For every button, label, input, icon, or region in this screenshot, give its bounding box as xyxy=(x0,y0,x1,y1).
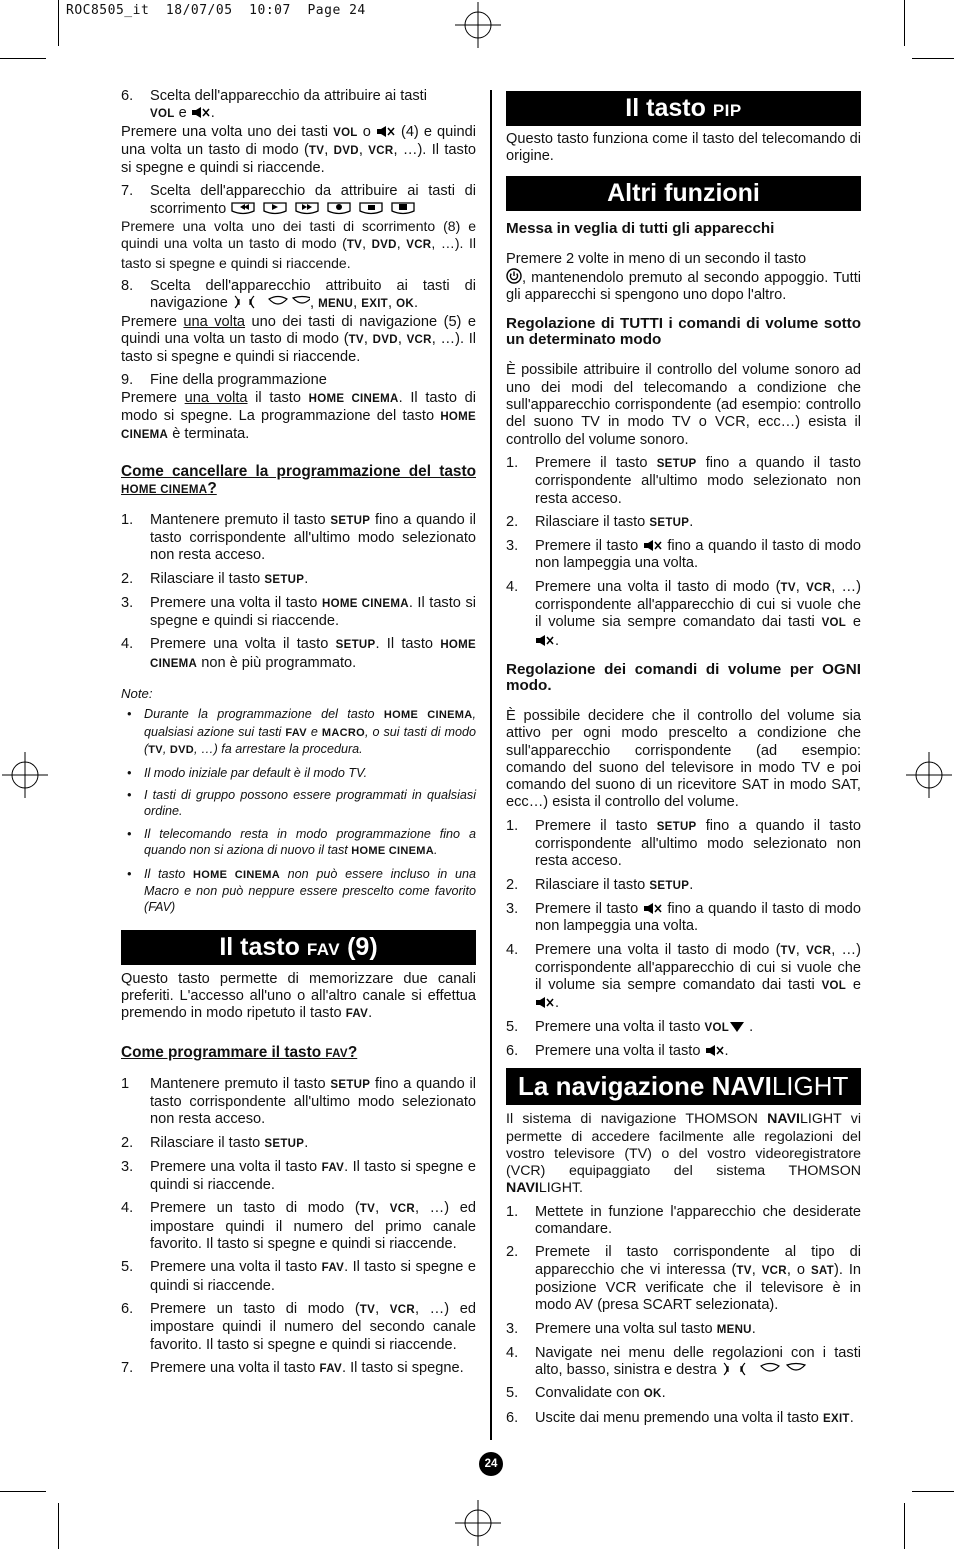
note-item: • Il modo iniziale par default è il modo TV. xyxy=(127,765,368,780)
navigation-arrows-icon xyxy=(232,295,310,309)
list-item: 7. Scelta dell'apparecchio da attribuire ai tasti di scorrimento xyxy=(121,183,476,217)
crop-mark xyxy=(0,58,46,59)
fav-steps-list xyxy=(121,1076,476,1378)
list-item: 4. Premere una volta il tasto di modo (TV, VCR, …) corrispondente all'apparecchio di cui si vuole che il volume sia sempre comandato dai tasti VOL e . xyxy=(506,941,862,1012)
list-item: 3. Premere una volta sul tasto MENU. xyxy=(506,1320,756,1337)
section-heading: Regolazione dei comandi di volume per OGNI modo. xyxy=(506,660,861,694)
mute-icon xyxy=(535,634,555,647)
paragraph: Questo tasto funziona come il tasto del telecomando di origine. xyxy=(506,131,861,165)
registration-mark-icon xyxy=(2,752,48,798)
section-heading: Come programmare il tasto FAV? xyxy=(121,1043,358,1061)
mute-icon xyxy=(643,902,663,915)
list-item: 4. Premere una volta il tasto SETUP. Il tasto HOME CINEMA non è più programmato. xyxy=(121,636,477,671)
list-item: 5. Premere una volta il tasto FAV. Il tasto si spegne e quindi si riaccende. xyxy=(121,1259,476,1294)
navigation-arrows-icon xyxy=(721,1362,807,1376)
list-item: 6. Scelta dell'apparecchio da attribuire ai tasti VOL e . xyxy=(121,88,427,122)
paragraph: Premere una volta uno dei tasti VOL o (4) e quindi una volta un tasto di modo (TV, DVD, VCR, …). Il tasto si spegne e quindi si riaccende. xyxy=(121,123,477,177)
list-item: 4. Navigate nei menu delle regolazioni con i tasti alto, basso, sinistra e destra xyxy=(506,1344,861,1379)
notes-title: Note: xyxy=(121,686,153,702)
cancel-steps-list xyxy=(121,512,476,673)
list-item: 2. Premete il tasto corrispondente al tipo di apparecchio che vi interessa (TV, VCR, o SAT). In posizione VCR verificate che il televisore è in modo AV (presa SCART selezionata). xyxy=(506,1244,862,1314)
volume-all-steps-list xyxy=(506,455,861,650)
list-item: 3. Premere il tasto fino a quando il tasto di modo non lampeggia una volta. xyxy=(506,538,861,572)
mute-icon xyxy=(643,539,663,552)
crop-mark xyxy=(904,1503,905,1549)
mute-icon xyxy=(191,106,211,119)
list-item: 1. Premere il tasto SETUP fino a quando il tasto corrispondente all'ultimo modo selezionato non resta acceso. xyxy=(506,817,861,870)
crop-mark xyxy=(58,0,59,46)
list-item: 7. Premere una volta il tasto FAV. Il tasto si spegne. xyxy=(121,1359,464,1376)
navilight-section-banner: La navigazione NAVILIGHT xyxy=(506,1068,861,1105)
crop-mark xyxy=(912,58,954,59)
note-item: • I tasti di gruppo possono essere programmati in qualsiasi ordine. xyxy=(127,787,476,819)
crop-mark xyxy=(58,1503,59,1549)
crop-mark xyxy=(904,0,905,46)
list-item: 5. Premere una volta il tasto VOL . xyxy=(506,1018,754,1035)
list-item: 4. Premere una volta il tasto di modo (TV, VCR, …) corrispondente all'apparecchio di cui si vuole che il volume sia sempre comandato dai tasti VOL e . xyxy=(506,578,862,649)
list-item: 4. Premere un tasto di modo (TV, VCR, …) ed impostare quindi il numero del primo canale favorito. Il tasto si spegne e quindi si riaccende. xyxy=(121,1200,476,1253)
list-item: 1. Premere il tasto SETUP fino a quando il tasto corrispondente all'ultimo modo selezionato non resta acceso. xyxy=(506,454,861,507)
paragraph: Premere una volta uno dei tasti di scorrimento (8) e quindi una volta un tasto di modo (TV, DVD, VCR, …). Il tasto si spegne e quindi si riaccende. xyxy=(121,218,477,271)
list-item: 9. Fine della programmazione xyxy=(121,372,327,389)
section-heading: Come cancellare la programmazione del tasto HOME CINEMA? xyxy=(121,462,476,497)
registration-mark-icon xyxy=(906,752,952,798)
list-item: 8. Scelta dell'apparecchio attribuito ai tasti di navigazione , MENU, EXIT, OK. xyxy=(121,277,476,312)
registration-mark-icon xyxy=(455,1500,501,1546)
other-functions-banner: Altri funzioni xyxy=(506,176,861,211)
note-item: • Durante la programmazione del tasto HOME CINEMA, qualsiasi azione sui tasti FAV e MACRO, o sui tasti di modo (TV, DVD, …) fa arrestare la procedura. xyxy=(127,707,477,757)
mute-icon xyxy=(705,1044,725,1057)
volume-each-steps-list xyxy=(506,818,861,1061)
list-item: 2. Rilasciare il tasto SETUP. xyxy=(506,513,694,530)
column-divider xyxy=(490,90,492,1440)
notes-list xyxy=(121,706,476,915)
paragraph: Il sistema di navigazione THOMSON NAVILIGHT vi permette di accedere facilmente alle regolazioni del vostro televisore (TV) o del vostro videoregistratore (VCR) equipaggiato del sistema THOMSON NAVILIGHT. xyxy=(506,1111,861,1197)
list-item: 1. Mantenere premuto il tasto SETUP fino a quando il tasto corrispondente all'ultimo modo selezionato non resta acceso. xyxy=(121,511,476,564)
list-item: 5. Convalidate con OK. xyxy=(506,1385,666,1402)
paragraph: È possibile attribuire il controllo del volume sonoro ad uno dei modi del telecomando a condizione che sull'apparecchio corrispondente (ad esempio: controllo del suono TV in modo TV o VCR, ecc…) esista il controllo del volume sonoro. xyxy=(506,362,861,448)
navilight-steps-list xyxy=(506,1204,861,1428)
left-column xyxy=(121,88,476,1378)
list-item: 1 Mantenere premuto il tasto SETUP fino a quando il tasto corrispondente all'ultimo modo selezionato non resta acceso. xyxy=(121,1075,476,1128)
list-item: 6. Uscite dai menu premendo una volta il tasto EXIT. xyxy=(506,1409,854,1426)
page-number: 24 xyxy=(479,1452,503,1476)
section-heading: Messa in veglia di tutti gli apparecchi xyxy=(506,219,775,237)
list-item: 3. Premere una volta il tasto HOME CINEMA. Il tasto si spegne e quindi si riaccende. xyxy=(121,594,476,630)
print-slug: ROC8505_it 18/07/05 10:07 Page 24 xyxy=(66,3,366,18)
list-item: 2. Rilasciare il tasto SETUP. xyxy=(121,570,309,587)
crop-mark xyxy=(0,1491,46,1492)
pip-section-banner: Il tasto PIP xyxy=(506,91,861,126)
volume-down-icon xyxy=(729,1021,745,1033)
mute-icon xyxy=(376,125,396,138)
transport-keys-icon xyxy=(230,201,415,215)
list-item: 6. Premere un tasto di modo (TV, VCR, …) ed impostare quindi il numero del secondo canale favorito. Il tasto si spegne e quindi si riaccende. xyxy=(121,1300,476,1353)
list-item: 3. Premere il tasto fino a quando il tasto di modo non lampeggia una volta. xyxy=(506,900,861,935)
list-item: 6. Premere una volta il tasto . xyxy=(506,1042,729,1059)
crop-mark xyxy=(912,1491,954,1492)
list-item: 2. Rilasciare il tasto SETUP. xyxy=(121,1134,309,1151)
paragraph: Questo tasto permette di memorizzare due canali preferiti. L'accesso all'uno o all'altro canale si effettua premendo in modo ripetuto il tasto FAV. xyxy=(121,970,476,1022)
power-icon xyxy=(506,268,522,284)
mute-icon xyxy=(535,996,555,1009)
fav-section-banner: Il tasto FAV (9) xyxy=(121,930,476,965)
section-heading: Regolazione di TUTTI i comandi di volume sotto un determinato modo xyxy=(506,315,861,349)
paragraph: Premere 2 volte in meno di un secondo il tasto , mantenendolo premuto al secondo appoggio. Tutti gli apparecchi si spengono uno dopo l'altro. xyxy=(506,250,861,304)
right-column xyxy=(506,88,861,1428)
note-item: • Il telecomando resta in modo programmazione fino a quando non si aziona di nuovo il tast HOME CINEMA. xyxy=(127,826,476,858)
list-item: 3. Premere una volta il tasto FAV. Il tasto si spegne e quindi si riaccende. xyxy=(121,1158,476,1194)
paragraph: Premere una volta uno dei tasti di navigazione (5) e quindi una volta un tasto di modo (TV, DVD, VCR, …). Il tasto si spegne e quindi si riaccende. xyxy=(121,313,476,366)
registration-mark-icon xyxy=(455,2,501,48)
paragraph: Premere una volta il tasto HOME CINEMA. Il tasto di modo si spegne. La programmazione del tasto HOME CINEMA è terminata. xyxy=(121,389,477,443)
note-item: • Il tasto HOME CINEMA non può essere incluso in una Macro e non può neppure essere prescelto come favorito (FAV) xyxy=(127,866,477,915)
list-item: 2. Rilasciare il tasto SETUP. xyxy=(506,876,694,893)
paragraph: È possibile decidere che il controllo del volume sia attivo per ogni modo prescelto a condizione che sull'apparecchio corrispondente (ad esempio: comando del suono del televisore in modo TV e poi comando del suono di un ricevitore SAT in modo SAT, ecc…) esista il controllo del volume. xyxy=(506,707,861,811)
list-item: 1. Mettete in funzione l'apparecchio che desiderate comandare. xyxy=(506,1203,861,1238)
